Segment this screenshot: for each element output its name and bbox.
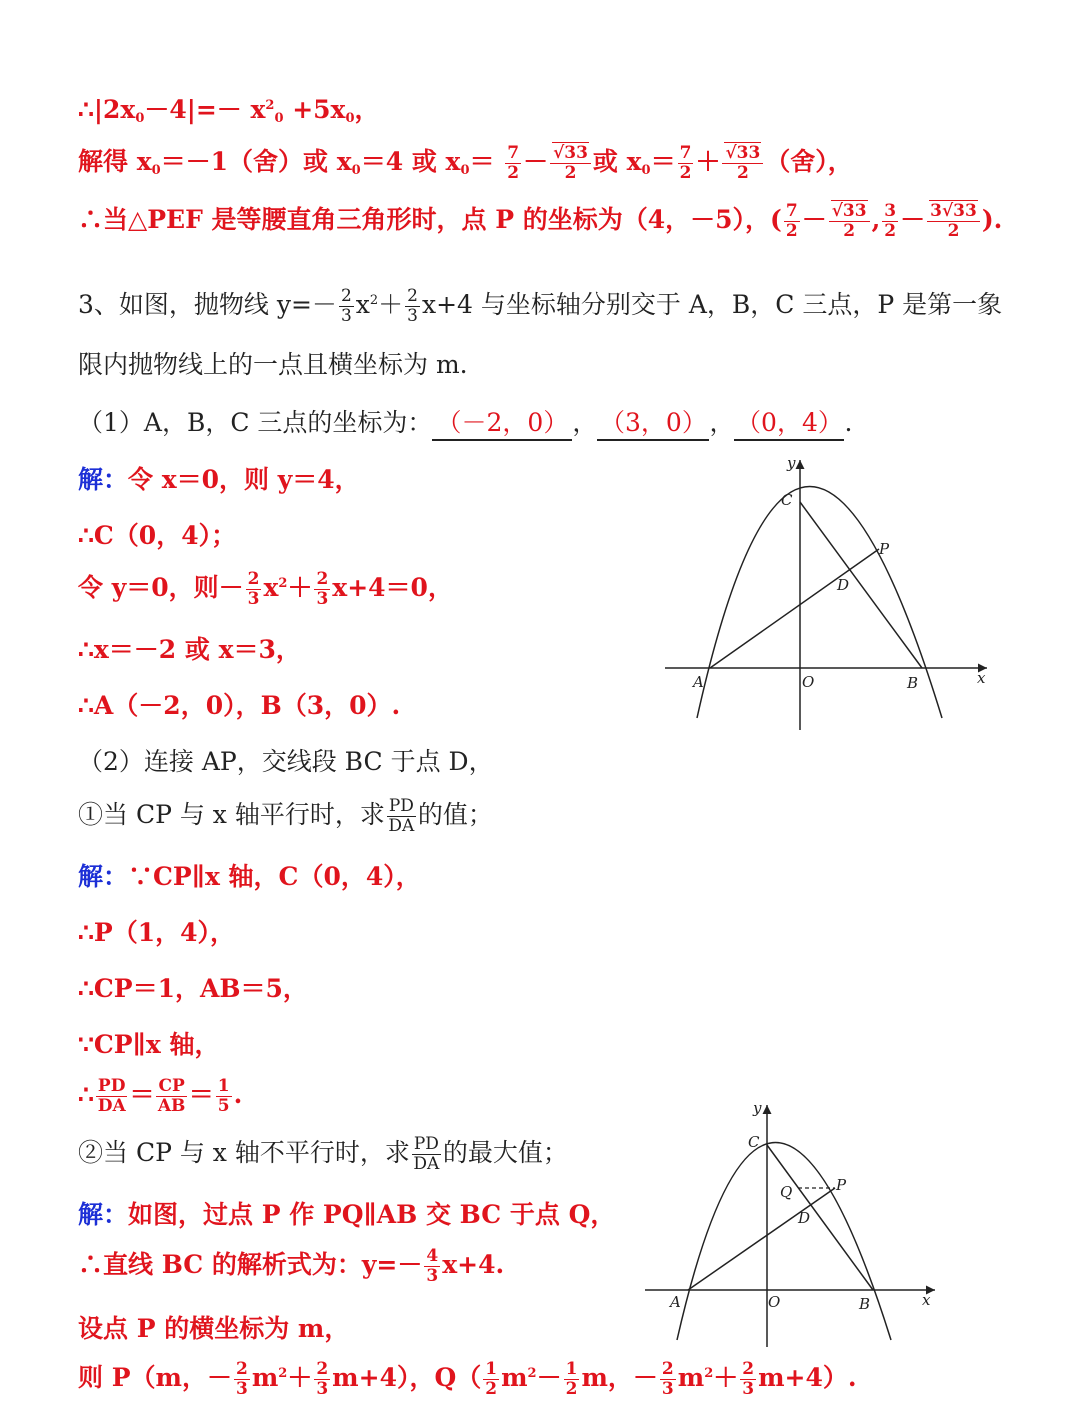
label-a: A — [670, 1293, 681, 1311]
line-18: ∴ $\frac{PD}{DA}$ ＝ $\frac{CP}{AB}$ ＝ $\frac{1}{5}$ . — [78, 1076, 243, 1116]
line-16: ∴CP＝1，AB＝5， — [78, 974, 308, 1003]
segment-bc — [800, 502, 922, 668]
line-21: ∴直线 BC 的解析式为：y=－ $\frac{4}{3}$ x+4. — [78, 1246, 505, 1286]
label-y: y — [753, 1099, 762, 1117]
label-y: y — [787, 454, 796, 472]
label-x: x — [977, 669, 986, 687]
line-20: 解：如图，过点 P 作 PQ∥AB 交 BC 于点 Q， — [78, 1200, 616, 1229]
label-x: x — [922, 1291, 931, 1309]
line-5: 限内抛物线上的一点且横坐标为 m. — [78, 350, 468, 379]
segment-bc — [767, 1145, 873, 1290]
label-o: O — [768, 1293, 781, 1311]
label-a: A — [693, 673, 704, 691]
line-23: 则 P（m，－ $\frac{2}{3}$ $m^2+$ $\frac{2}{3}$ m+4），Q（ $\frac{1}{2}$ $m^2-$ $\frac{1}{2}$ m，－ $\frac{2}{3}$ $m^2+$ $\frac{2}{3}$ m+4）. — [78, 1359, 857, 1399]
label-d: D — [837, 576, 850, 594]
label-p: P — [879, 540, 890, 558]
segment-ap — [710, 549, 879, 668]
label-q: Q — [780, 1183, 793, 1201]
line-8: ∴C（0，4）； — [78, 521, 237, 550]
line-17: ∵CP∥x 轴， — [78, 1030, 220, 1059]
line-6: （1）A，B，C 三点的坐标为： （－2，0） ， （3，0） ，（0，4）. — [78, 403, 852, 441]
figure-1-parabola — [655, 450, 1000, 735]
line-22: 设点 P 的横坐标为 m， — [78, 1314, 350, 1343]
line-11: ∴A（－2，0），B（3，0）. — [78, 691, 401, 720]
label-b: B — [859, 1295, 871, 1313]
line-3: ∴当△PEF 是等腰直角三角形时，点 P 的坐标为（4，－5），( $\frac{7}{2}$ － $\frac{√33}{2}$ , $\frac{3}{2}$ － $\frac{3√33}{2}$ ). — [78, 201, 1003, 241]
label-d: D — [798, 1209, 811, 1227]
parabola-curve — [697, 487, 942, 719]
line-2: 解得 $x_0=-1$（舍）或 $x_0=4$ 或 $x_0=$ $\frac{7}{2}$ － $\frac{√33}{2}$ 或 $x_0=$ $\frac{7}{2}$ ＋ $\frac{√33}{2}$ （舍）， — [78, 143, 853, 183]
line-13: ①当 CP 与 x 轴平行时，求 $\frac{PD}{DA}$ 的值； — [78, 796, 493, 836]
line-14: 解：∵CP∥x 轴，C（0，4）， — [78, 862, 421, 891]
line-7: 解：令 x＝0，则 y＝4， — [78, 465, 360, 494]
label-p: P — [836, 1176, 847, 1194]
label-b: B — [907, 674, 919, 692]
line-15: ∴P（1，4）， — [78, 918, 235, 947]
line-10: ∴x＝－2 或 x＝3， — [78, 635, 301, 664]
label-c: C — [748, 1133, 760, 1151]
line-9: 令 y＝0，则－ $\frac{2}{3}$ $x^2+$ $\frac{2}{3}$ x+4＝0， — [78, 569, 453, 609]
figure-2-parabola — [640, 1095, 950, 1350]
line-12: （2）连接 AP，交线段 BC 于点 D， — [78, 747, 494, 776]
line-1: $\therefore|2x_0-4|=- x^2_0 +5x_0$， — [78, 95, 380, 126]
label-o: O — [802, 673, 815, 691]
segment-ap — [688, 1188, 835, 1290]
line-4: 3、如图，抛物线 y=－ $\frac{2}{3}$ $x^2+$ $\frac{2}{3}$ x+4 与坐标轴分别交于 A，B，C 三点，P 是第一象 — [78, 286, 1003, 326]
line-19: ②当 CP 与 x 轴不平行时，求 $\frac{PD}{DA}$ 的最大值； — [78, 1134, 568, 1174]
label-c: C — [781, 491, 793, 509]
